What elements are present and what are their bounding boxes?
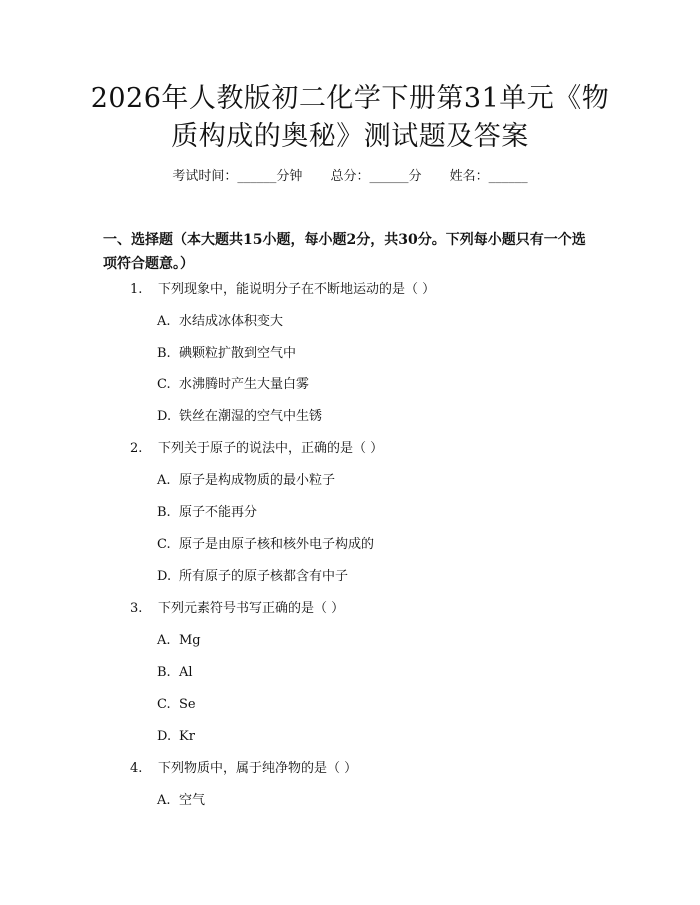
option-text: Mg bbox=[179, 633, 201, 648]
question-2-option-a bbox=[157, 471, 335, 491]
question-number: 4. bbox=[130, 761, 143, 776]
option-text: Kr bbox=[179, 729, 195, 744]
question-number: 1. bbox=[130, 282, 143, 297]
question-3-option-a bbox=[157, 631, 201, 651]
option-text: 水结成冰体积变大 bbox=[179, 314, 284, 329]
option-text: Se bbox=[179, 697, 196, 712]
question-3-option-d bbox=[157, 727, 195, 747]
question-4-option-a bbox=[157, 791, 205, 811]
option-letter: A. bbox=[157, 633, 171, 648]
option-text: 空气 bbox=[179, 793, 206, 808]
section-heading bbox=[103, 228, 613, 276]
question-2-option-b bbox=[157, 503, 257, 523]
question-number: 3. bbox=[130, 601, 143, 616]
option-letter: C. bbox=[157, 377, 171, 392]
total-score-field: 总分：______分 bbox=[330, 169, 422, 184]
question-text: 下列现象中，能说明分子在不断地运动的是（ ） bbox=[158, 282, 436, 297]
question-1-option-a bbox=[157, 312, 283, 332]
option-text: 原子是构成物质的最小粒子 bbox=[179, 473, 336, 488]
option-letter: D. bbox=[157, 569, 172, 584]
option-text: 水沸腾时产生大量白雾 bbox=[179, 377, 310, 392]
question-3 bbox=[130, 599, 344, 619]
question-3-option-c bbox=[157, 695, 196, 715]
option-letter: A. bbox=[157, 314, 171, 329]
option-letter: B. bbox=[157, 665, 171, 680]
question-number: 2. bbox=[130, 441, 143, 456]
student-name-field: 姓名：______ bbox=[449, 169, 528, 184]
option-text: 铁丝在潮湿的空气中生锈 bbox=[179, 409, 323, 424]
option-text: 原子不能再分 bbox=[179, 505, 258, 520]
section-heading-line-2: 项符合题意。） bbox=[103, 256, 194, 272]
question-text: 下列关于原子的说法中，正确的是（ ） bbox=[158, 441, 384, 456]
option-letter: A. bbox=[157, 793, 171, 808]
question-text: 下列元素符号书写正确的是（ ） bbox=[158, 601, 345, 616]
option-text: 所有原子的原子核都含有中子 bbox=[179, 569, 349, 584]
question-2-option-d bbox=[157, 567, 348, 587]
option-letter: C. bbox=[157, 697, 171, 712]
option-text: 碘颗粒扩散到空气中 bbox=[179, 346, 297, 361]
title-line-2: 质构成的奥秘》测试题及答案 bbox=[171, 121, 529, 152]
option-letter: B. bbox=[157, 346, 171, 361]
question-1-option-b bbox=[157, 344, 296, 364]
title-line-1: 2026年人教版初二化学下册第31单元《物 bbox=[90, 83, 610, 114]
question-text: 下列物质中，属于纯净物的是（ ） bbox=[158, 761, 358, 776]
exam-title bbox=[0, 80, 700, 156]
option-letter: D. bbox=[157, 409, 172, 424]
option-letter: B. bbox=[157, 505, 171, 520]
section-heading-line-1: 一、选择题（本大题共15小题，每小题2分，共30分。下列每小题只有一个选 bbox=[103, 232, 586, 248]
option-text: Al bbox=[179, 665, 193, 680]
question-3-option-b bbox=[157, 663, 193, 683]
question-1-option-d bbox=[157, 407, 322, 427]
question-2-option-c bbox=[157, 535, 374, 555]
exam-info bbox=[0, 167, 700, 187]
question-2 bbox=[130, 439, 383, 459]
option-letter: D. bbox=[157, 729, 172, 744]
question-1 bbox=[130, 280, 435, 300]
option-letter: A. bbox=[157, 473, 171, 488]
question-4 bbox=[130, 759, 357, 779]
exam-time-field: 考试时间：______分钟 bbox=[172, 169, 303, 184]
option-text: 原子是由原子核和核外电子构成的 bbox=[179, 537, 375, 552]
option-letter: C. bbox=[157, 537, 171, 552]
question-1-option-c bbox=[157, 375, 309, 395]
